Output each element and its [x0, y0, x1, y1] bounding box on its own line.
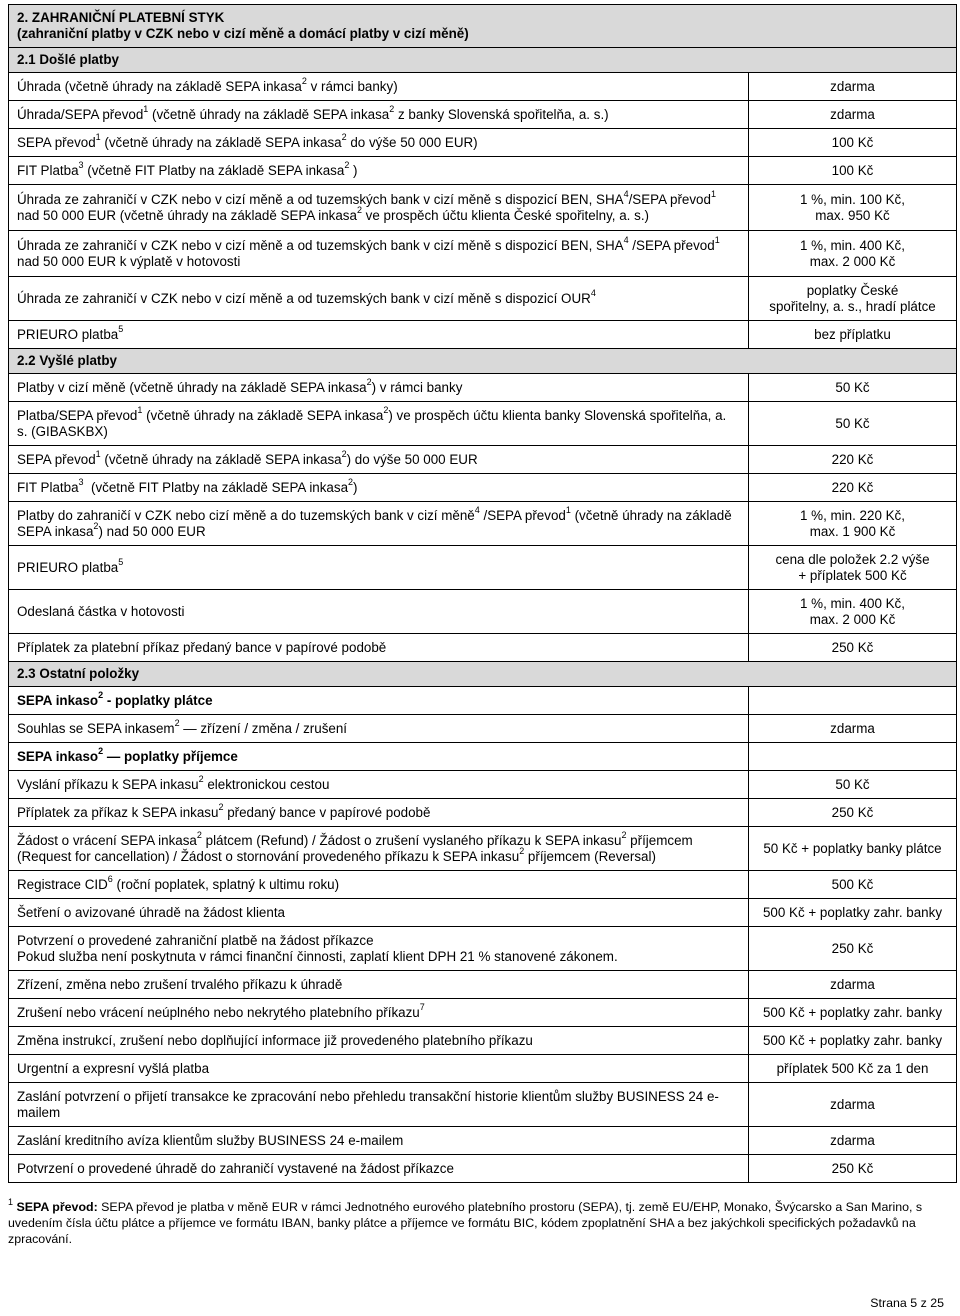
fee-value [749, 743, 957, 771]
service-label: Zaslání kreditního avíza klientům služby BUSINESS 24 e-mailem [9, 1127, 749, 1155]
subheading-row [9, 743, 957, 771]
service-label: PRIEURO platba$^5$ [9, 321, 749, 349]
service-label: Příplatek za platební příkaz předaný bance v papírové podobě [9, 634, 749, 662]
footnote-term: SEPA převod: [16, 1200, 98, 1214]
service-label: Registrace CID$^6$ (roční poplatek, splatný k ultimu roku) [9, 871, 749, 899]
fee-value: 100 Kč [749, 157, 957, 185]
table-row [9, 502, 957, 546]
subheading-label: SEPA inkaso$^2$ — poplatky příjemce [9, 743, 749, 771]
service-label: Šetření o avizované úhradě na žádost klienta [9, 899, 749, 927]
service-label: Úhrada ze zahraničí v CZK nebo v cizí měně a od tuzemských bank v cizí měně s dispozicí OUR$^4$ [9, 277, 749, 321]
table-row [9, 374, 957, 402]
fee-value: 500 Kč + poplatky zahr. banky [749, 899, 957, 927]
table-row [9, 474, 957, 502]
fee-value: příplatek 500 Kč za 1 den [749, 1055, 957, 1083]
service-label: Platby do zahraničí v CZK nebo cizí měně a do tuzemských bank v cizí měně$^4$ /SEPA převod$^1$ (včetně úhrady na základě SEPA inkasa$^2$) nad 50 000 EUR [9, 502, 749, 546]
table-row [9, 771, 957, 799]
footnote-number: 1 [8, 1196, 14, 1207]
section-heading-row [9, 662, 957, 687]
service-label: Zřízení, změna nebo zrušení trvalého příkazu k úhradě [9, 971, 749, 999]
fee-value: zdarma [749, 73, 957, 101]
fee-value: 500 Kč + poplatky zahr. banky [749, 999, 957, 1027]
table-row [9, 546, 957, 590]
table-row [9, 871, 957, 899]
table-header-cell [9, 5, 957, 48]
fee-value: poplatky České spořitelny, a. s., hradí plátce [749, 277, 957, 321]
service-label: FIT Platba$^3$ (včetně FIT Platby na základě SEPA inkasa$^2$ ) [9, 157, 749, 185]
fee-value: 250 Kč [749, 927, 957, 971]
service-label: Úhrada (včetně úhrady na základě SEPA inkasa$^2$ v rámci banky) [9, 73, 749, 101]
table-row [9, 185, 957, 231]
fee-value: zdarma [749, 101, 957, 129]
service-label: Úhrada ze zahraničí v CZK nebo v cizí měně a od tuzemských bank v cizí měně s dispozicí BEN, SHA$^4$ /SEPA převod$^1$ nad 50 000 EUR k výplatě v hotovosti [9, 231, 749, 277]
table-row [9, 927, 957, 971]
fee-value [749, 687, 957, 715]
fee-value: zdarma [749, 971, 957, 999]
fee-value: 50 Kč [749, 374, 957, 402]
fee-value: 220 Kč [749, 474, 957, 502]
fee-value: zdarma [749, 1127, 957, 1155]
fee-value: 1 %, min. 400 Kč, max. 2 000 Kč [749, 231, 957, 277]
table-row [9, 402, 957, 446]
fee-value: 500 Kč + poplatky zahr. banky [749, 1027, 957, 1055]
fee-value: cena dle položek 2.2 výše + příplatek 500 Kč [749, 546, 957, 590]
table-row [9, 1083, 957, 1127]
service-label: Souhlas se SEPA inkasem$^2$ — zřízení / změna / zrušení [9, 715, 749, 743]
service-label: FIT Platba$^3$ (včetně FIT Platby na základě SEPA inkasa$^2$) [9, 474, 749, 502]
subheading-label: SEPA inkaso$^2$ - poplatky plátce [9, 687, 749, 715]
table-header-row [9, 5, 957, 48]
table-row [9, 157, 957, 185]
table-row [9, 715, 957, 743]
table-row [9, 446, 957, 474]
fee-value: 1 %, min. 400 Kč, max. 2 000 Kč [749, 590, 957, 634]
table-row [9, 590, 957, 634]
subheading-row [9, 687, 957, 715]
table-row [9, 129, 957, 157]
service-label: SEPA převod$^1$ (včetně úhrady na základě SEPA inkasa$^2$ do výše 50 000 EUR) [9, 129, 749, 157]
section-title: 2. ZAHRANIČNÍ PLATEBNÍ STYK [17, 10, 225, 25]
service-label: Příplatek za příkaz k SEPA inkasu$^2$ předaný bance v papírové podobě [9, 799, 749, 827]
section-heading: 2.3 Ostatní položky [9, 662, 957, 687]
table-row [9, 73, 957, 101]
table-row [9, 277, 957, 321]
fee-value: 50 Kč [749, 771, 957, 799]
fee-value: 50 Kč + poplatky banky plátce [749, 827, 957, 871]
fee-value: zdarma [749, 1083, 957, 1127]
table-row [9, 799, 957, 827]
table-row [9, 827, 957, 871]
fee-value: 1 %, min. 220 Kč, max. 1 900 Kč [749, 502, 957, 546]
table-row [9, 321, 957, 349]
service-label: Urgentní a expresní vyšlá platba [9, 1055, 749, 1083]
fee-value: 250 Kč [749, 634, 957, 662]
service-label: Zrušení nebo vrácení neúplného nebo nekrytého platebního příkazu$^7$ [9, 999, 749, 1027]
fee-value: bez příplatku [749, 321, 957, 349]
fee-value: 100 Kč [749, 129, 957, 157]
page-number: Strana 5 z 25 [870, 1296, 944, 1310]
table-row [9, 1127, 957, 1155]
table-row [9, 971, 957, 999]
table-row [9, 1027, 957, 1055]
section-heading-row [9, 349, 957, 374]
section-heading: 2.2 Vyšlé platby [9, 349, 957, 374]
footnote [8, 1196, 952, 1247]
service-label: SEPA převod$^1$ (včetně úhrady na základě SEPA inkasa$^2$) do výše 50 000 EUR [9, 446, 749, 474]
service-label: Potvrzení o provedené zahraniční platbě na žádost příkazce Pokud služba není poskytnuta v rámci finanční činnosti, zaplatí klient DPH 21 % stanovené zákonem. [9, 927, 749, 971]
section-heading-row [9, 48, 957, 73]
fee-value: 500 Kč [749, 871, 957, 899]
service-label: Změna instrukcí, zrušení nebo doplňující informace již provedeného platebního příkazu [9, 1027, 749, 1055]
table-row [9, 634, 957, 662]
fee-value: 250 Kč [749, 799, 957, 827]
service-label: Úhrada ze zahraničí v CZK nebo v cizí měně a od tuzemských bank v cizí měně s dispozicí BEN, SHA$^4$/SEPA převod$^1$ nad 50 000 EUR (včetně úhrady na základě SEPA inkasa$^2$ ve prospěch účtu klienta České spořitelny, a. s.) [9, 185, 749, 231]
section-subtitle: (zahraniční platby v CZK nebo v cizí měně a domácí platby v cizí měně) [17, 26, 469, 41]
service-label: Úhrada/SEPA převod$^1$ (včetně úhrady na základě SEPA inkasa$^2$ z banky Slovenská spořitelňa, a. s.) [9, 101, 749, 129]
service-label: Odeslaná částka v hotovosti [9, 590, 749, 634]
fee-value: zdarma [749, 715, 957, 743]
service-label: Platba/SEPA převod$^1$ (včetně úhrady na základě SEPA inkasa$^2$) ve prospěch účtu klienta banky Slovenská spořitelňa, a. s. (GIBASKBX) [9, 402, 749, 446]
service-label: Potvrzení o provedené úhradě do zahraničí vystavené na žádost příkazce [9, 1155, 749, 1183]
service-label: Vyslání příkazu k SEPA inkasu$^2$ elektronickou cestou [9, 771, 749, 799]
table-row [9, 101, 957, 129]
fee-table [8, 4, 957, 1183]
fee-value: 1 %, min. 100 Kč, max. 950 Kč [749, 185, 957, 231]
footnote-text: SEPA převod je platba v měně EUR v rámci Jednotného eurového platebního prostoru (SEPA), tj. země EU/EHP, Monako, Švýcarsko a San Marino, s uvedením čísla účtu plátce a příjemce ve formátu IBAN, banky plátce a příjemce ve formátu BIC, kódem zpoplatnění SHA a bez jakýchkoli specifických požadavků na zpracování. [8, 1200, 923, 1246]
table-row [9, 231, 957, 277]
table-row [9, 999, 957, 1027]
service-label: Platby v cizí měně (včetně úhrady na základě SEPA inkasa$^2$) v rámci banky [9, 374, 749, 402]
service-label: Zaslání potvrzení o přijetí transakce ke zpracování nebo přehledu transakční historie klientům služby BUSINESS 24 e-mailem [9, 1083, 749, 1127]
fee-value: 250 Kč [749, 1155, 957, 1183]
table-row [9, 899, 957, 927]
fee-table-container [8, 4, 952, 1183]
fee-value: 220 Kč [749, 446, 957, 474]
service-label: PRIEURO platba$^5$ [9, 546, 749, 590]
table-row [9, 1055, 957, 1083]
fee-value: 50 Kč [749, 402, 957, 446]
section-heading: 2.1 Došlé platby [9, 48, 957, 73]
service-label: Žádost o vrácení SEPA inkasa$^2$ plátcem (Refund) / Žádost o zrušení vyslaného příkazu k SEPA inkasu$^2$ příjemcem (Request for cancellation) / Žádost o stornování provedeného příkazu k SEPA inkasu$^2$ příjemcem (Reversal) [9, 827, 749, 871]
table-row [9, 1155, 957, 1183]
